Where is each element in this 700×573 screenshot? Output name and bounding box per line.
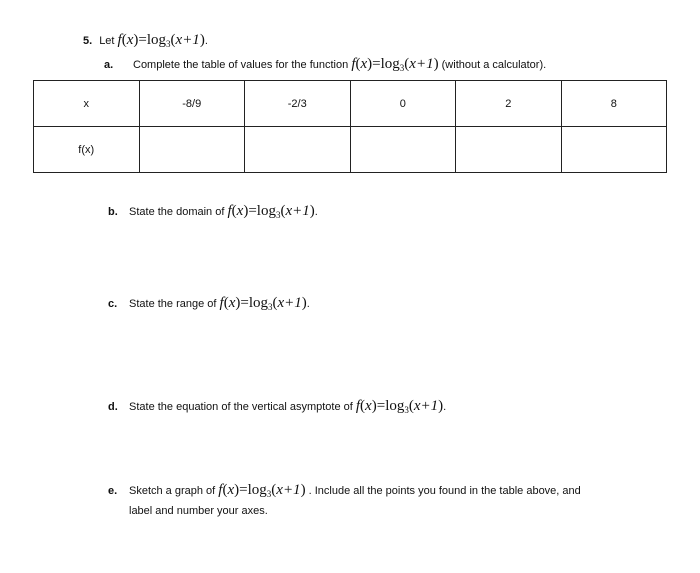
part-b-text: State the domain of [129,206,225,218]
fx-answer-cell[interactable] [139,127,245,173]
part-d-label: d. [108,401,118,413]
part-a-label: a. [104,59,114,71]
function-formula: $f(x)=\log_3(x+1)$ [355,398,444,415]
part-b-question: b. State the domain of $f(x)=\log_3(x+1)$. [108,203,318,220]
part-e-after: . Include all the points you found in the table above, and [308,485,581,497]
part-e-text: Sketch a graph of [129,485,216,497]
x-value-cell: 8 [561,81,667,127]
part-d-question: d. State the equation of the vertical asymptote of $f(x)=\log_3(x+1)$. [108,398,447,415]
part-a-text: Complete the table of values for the function [133,59,349,71]
function-formula: $f(x)=\log_3(x+1)$ [117,32,205,49]
part-e-question [108,482,581,499]
function-formula: $f(x)=\log_3(x+1)$ [218,482,306,499]
fx-answer-cell[interactable] [456,127,562,173]
part-e-line2: label and number your axes. [129,505,268,517]
function-formula: $f(x)=\log_3(x+1)$ [219,295,307,312]
x-value-cell: -2/3 [245,81,351,127]
part-e-label: e. [108,485,118,497]
question-number: 5. [83,35,93,47]
part-c-question: c. State the range of $f(x)=\log_3(x+1)$. [108,295,310,312]
fx-answer-cell[interactable] [561,127,667,173]
fx-answer-cell[interactable] [350,127,456,173]
x-value-cell: -8/9 [139,81,245,127]
table-row-fx [34,127,667,173]
part-c-text: State the range of [129,298,217,310]
fx-answer-cell[interactable] [245,127,351,173]
question-title: 5. Let $f(x)=\log_3(x+1)$. [83,32,208,49]
fx-header-cell: f(x) [34,127,140,173]
x-value-cell: 2 [456,81,562,127]
x-value-cell: 0 [350,81,456,127]
question-lead: Let [99,35,115,47]
table-row-x [34,81,667,127]
part-b-label: b. [108,206,118,218]
function-formula: $f(x)=\log_3(x+1)$ [351,56,439,73]
part-a-instruction [104,56,546,73]
values-table [33,80,667,173]
x-header-cell: x [34,81,140,127]
part-d-text: State the equation of the vertical asymptote of [129,401,353,413]
part-a-after: (without a calculator). [441,59,547,71]
function-formula: $f(x)=\log_3(x+1)$ [227,203,315,220]
part-c-label: c. [108,298,118,310]
